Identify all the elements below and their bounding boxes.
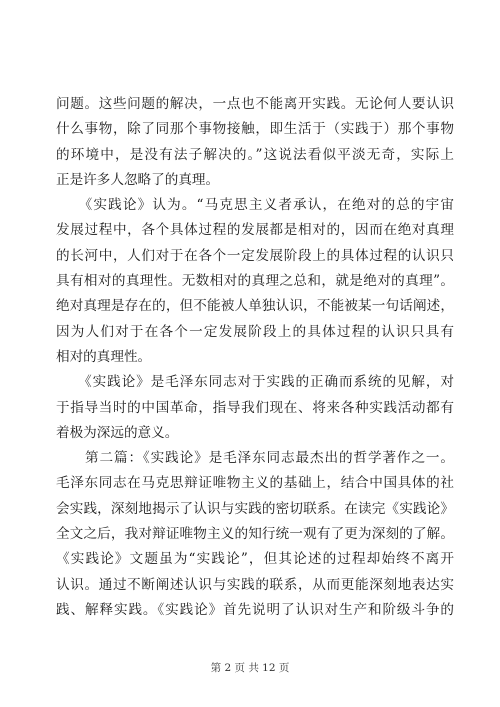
body-text-line: 问题。这些问题的解决，一点也不能离开实践。无论何人要认识 [56, 96, 454, 112]
body-text-line: 全文之后，我对辩证唯物主义的知行统一观有了更为深刻的了解。 [56, 526, 454, 543]
body-text-line: 于指导当时的中国革命，指导我们现在、将来各种实践活动都有 [56, 399, 454, 416]
body-text-line: 认识。通过不断阐述认识与实践的联系，从而更能深刻地表达实 [56, 576, 454, 593]
body-text-line: 正是许多人忽略了的真理。 [56, 171, 220, 188]
body-text-line: 的长河中，人们对于在各个一定发展阶段上的具体过程的认识只 [56, 247, 454, 264]
body-text-line: 着极为深远的意义。 [56, 424, 179, 441]
body-text-line: 发展过程中，各个具体过程的发展都是相对的，因而在绝对真理 [56, 222, 454, 239]
body-text-line: 《实践论》是毛泽东同志对于实践的正确而系统的见解，对 [56, 374, 454, 391]
body-text-line: 绝对真理是存在的，但不能被人单独认识，不能被某一句话阐述， [56, 298, 454, 315]
body-text-line: 践、解释实践。《实践论》首先说明了认识对生产和阶级斗争的 [56, 601, 454, 618]
body-text-line: 毛泽东同志在马克思辩证唯物主义的基础上，结合中国具体的社 [56, 475, 454, 492]
body-text-line: 因为人们对于在各个一定发展阶段上的具体过程的认识只具有 [56, 323, 454, 340]
body-text-line: 会实践，深刻地揭示了认识与实践的密切联系。在读完《实践论》 [56, 500, 454, 517]
body-text-line: 第二篇：《实践论》是毛泽东同志最杰出的哲学著作之一。 [56, 450, 454, 467]
body-text-line: 《实践论》文题虽为“实践论”，但其论述的过程却始终不离开 [56, 551, 454, 568]
body-text-line: 《实践论》认为。“马克思主义者承认，在绝对的总的宇宙 [56, 197, 454, 214]
body-text-line: 的环境中，是没有法子解决的。”这说法看似平淡无奇，实际上 [56, 146, 454, 163]
body-text-line: 相对的真理性。 [56, 348, 152, 365]
page-footer: 第 2 页 共 12 页 [210, 662, 290, 674]
document-body [56, 92, 454, 623]
body-text-line: 具有相对的真理性。无数相对的真理之总和，就是绝对的真理”。 [56, 273, 454, 290]
body-text-line: 什么事物，除了同那个事物接触，即生活于（实践于）那个事物 [56, 121, 454, 138]
